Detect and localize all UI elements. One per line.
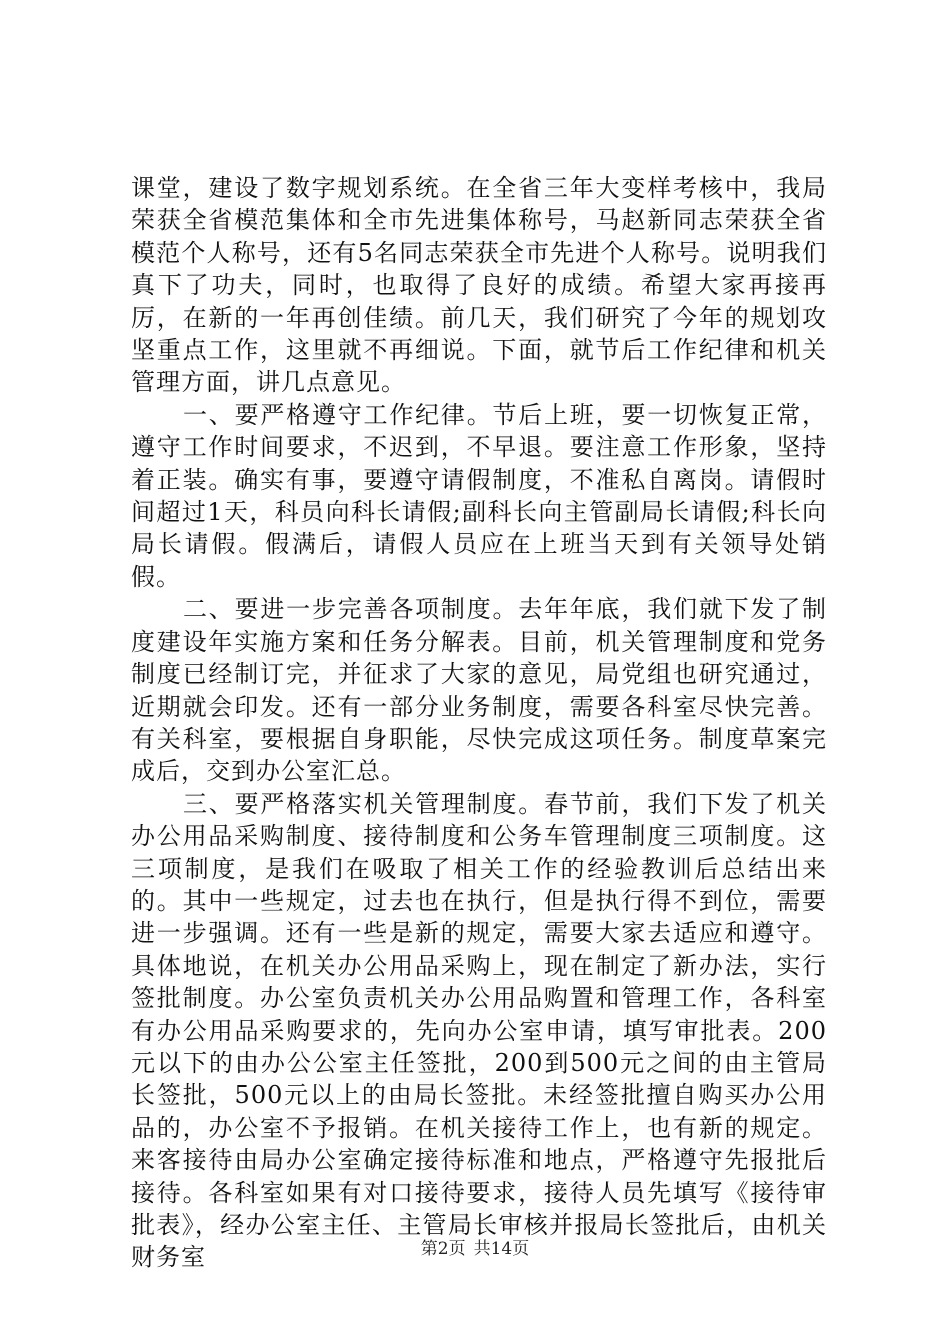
document-body bbox=[131, 172, 827, 1274]
page-number: 第2页 bbox=[420, 1239, 466, 1259]
paragraph-improve-systems: 二、要进一步完善各项制度。去年年底，我们就下发了制度建设年实施方案和任务分解表。目前，机关管理制度和党务制度已经制订完，并征求了大家的意见，局党组也研究通过，近期就会印发。还有一部分业务制度，需要各科室尽快完善。有关科室，要根据自身职能，尽快完成这项任务。制度草案完成后，交到办公室汇总。 bbox=[131, 595, 827, 786]
page-footer bbox=[0, 1238, 950, 1260]
paragraph-work-discipline: 一、要严格遵守工作纪律。节后上班，要一切恢复正常，遵守工作时间要求，不迟到，不早退。要注意工作形象，坚持着正装。确实有事，要遵守请假制度，不准私自离岗。请假时间超过1天，科员向科长请假;副科长向主管副局长请假;科长向局长请假。假满后，请假人员应在上班当天到有关领导处销假。 bbox=[131, 400, 827, 591]
paragraph-management-rules: 三、要严格落实机关管理制度。春节前，我们下发了机关办公用品采购制度、接待制度和公务车管理制度三项制度。这三项制度，是我们在吸取了相关工作的经验教训后总结出来的。其中一些规定，过去也在执行，但是执行得不到位，需要进一步强调。还有一些是新的规定，需要大家去适应和遵守。具体地说，在机关办公用品采购上，现在制定了新办法，实行签批制度。办公室负责机关办公用品购置和管理工作，各科室有办公用品采购要求的，先向办公室申请，填写审批表。200元以下的由办公公室主任签批，200到500元之间的由主管局长签批，500元以上的由局长签批。未经签批擅自购买办公用品的，办公室不予报销。在机关接待工作上，也有新的规定。来客接待由局办公室确定接待标准和地点，严格遵守先报批后接待。各科室如果有对口接待要求，接待人员先填写《接待审批表》，经办公室主任、主管局长审核并报局长签批后，由机关财务室 bbox=[131, 789, 827, 1272]
page-total: 共14页 bbox=[473, 1239, 530, 1259]
paragraph-intro: 课堂，建设了数字规划系统。在全省三年大变样考核中，我局荣获全省模范集体和全市先进集体称号，马赵新同志荣获全省模范个人称号，还有5名同志荣获全市先进个人称号。说明我们真下了功夫，同时，也取得了良好的成绩。希望大家再接再厉，在新的一年再创佳绩。前几天，我们研究了今年的规划攻坚重点工作，这里就不再细说。下面，就节后工作纪律和机关管理方面，讲几点意见。 bbox=[131, 174, 827, 397]
